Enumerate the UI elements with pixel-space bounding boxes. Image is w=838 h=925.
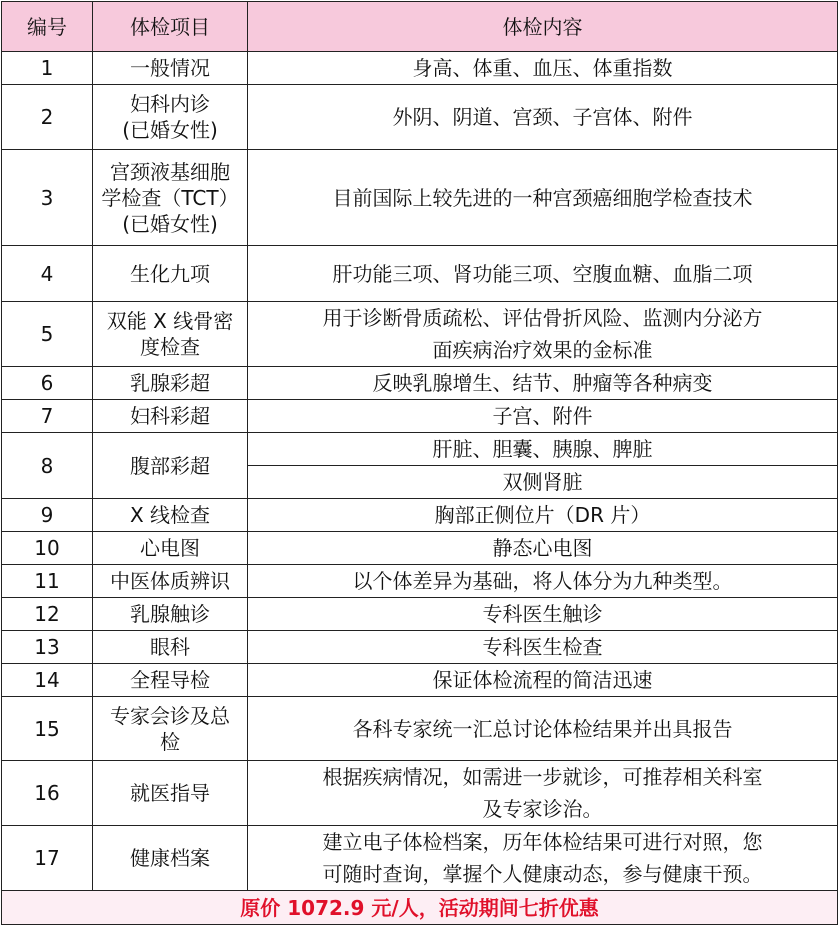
row-number: 6 [2, 367, 93, 400]
row-content: 保证体检流程的简洁迅速 [248, 664, 838, 697]
table-row [2, 400, 838, 433]
row-content: 身高、体重、血压、体重指数 [248, 52, 838, 85]
row-number: 12 [2, 598, 93, 631]
row-content: 建立电子体检档案，历年体检结果可进行对照，您 可随时查询，掌握个人健康动态，参与健康干预。 [248, 826, 838, 891]
row-item: 双能 X 线骨密 度检查 [93, 302, 248, 367]
table-row [2, 85, 838, 150]
price-footer: 原价 1072.9 元/人，活动期间七折优惠 [2, 891, 838, 925]
row-item: 妇科内诊 (已婚女性) [93, 85, 248, 150]
row-number: 4 [2, 246, 93, 302]
row-number: 15 [2, 697, 93, 761]
row-number: 10 [2, 532, 93, 565]
row-item: 一般情况 [93, 52, 248, 85]
row-content: 各科专家统一汇总讨论体检结果并出具报告 [248, 697, 838, 761]
table-row [2, 761, 838, 826]
row-item: 全程导检 [93, 664, 248, 697]
row-content: 以个体差异为基础，将人体分为九种类型。 [248, 565, 838, 598]
table-body [2, 52, 838, 925]
row-number: 14 [2, 664, 93, 697]
header-number: 编号 [2, 2, 93, 52]
row-item: 中医体质辨识 [93, 565, 248, 598]
header-content: 体检内容 [248, 2, 838, 52]
table-row [2, 499, 838, 532]
table-row [2, 367, 838, 400]
row-content: 用于诊断骨质疏松、评估骨折风险、监测内分泌方 面疾病治疗效果的金标准 [248, 302, 838, 367]
table-row [2, 631, 838, 664]
row-number: 1 [2, 52, 93, 85]
row-item: X 线检查 [93, 499, 248, 532]
row-number: 9 [2, 499, 93, 532]
row-item: 宫颈液基细胞 学检查（TCT） (已婚女性) [93, 150, 248, 246]
row-item: 专家会诊及总 检 [93, 697, 248, 761]
row-content: 子宫、附件 [248, 400, 838, 433]
row-number: 7 [2, 400, 93, 433]
row-number: 8 [2, 433, 93, 499]
row-number: 17 [2, 826, 93, 891]
header-item: 体检项目 [93, 2, 248, 52]
checkup-table [1, 1, 838, 925]
row-number: 13 [2, 631, 93, 664]
footer-row [2, 891, 838, 925]
row-item: 就医指导 [93, 761, 248, 826]
row-content: 外阴、阴道、宫颈、子宫体、附件 [248, 85, 838, 150]
row-item: 眼科 [93, 631, 248, 664]
row-item: 妇科彩超 [93, 400, 248, 433]
row-item: 腹部彩超 [93, 433, 248, 499]
table-row [2, 697, 838, 761]
table-row [2, 664, 838, 697]
row-number: 3 [2, 150, 93, 246]
row-content: 肝功能三项、肾功能三项、空腹血糖、血脂二项 [248, 246, 838, 302]
table-row [2, 598, 838, 631]
table-row [2, 150, 838, 246]
row-number: 5 [2, 302, 93, 367]
row-number: 2 [2, 85, 93, 150]
row-item: 乳腺触诊 [93, 598, 248, 631]
row-item: 生化九项 [93, 246, 248, 302]
row-content: 肝脏、胆囊、胰腺、脾脏 [248, 433, 838, 466]
header-row [2, 2, 838, 52]
table-row [2, 433, 838, 466]
row-item: 乳腺彩超 [93, 367, 248, 400]
row-content: 静态心电图 [248, 532, 838, 565]
row-content: 反映乳腺增生、结节、肿瘤等各种病变 [248, 367, 838, 400]
table-row [2, 52, 838, 85]
table-row [2, 302, 838, 367]
row-item: 健康档案 [93, 826, 248, 891]
row-item: 心电图 [93, 532, 248, 565]
row-number: 11 [2, 565, 93, 598]
table-row [2, 532, 838, 565]
table-row [2, 246, 838, 302]
row-content: 专科医生检查 [248, 631, 838, 664]
table-row [2, 565, 838, 598]
row-content: 目前国际上较先进的一种宫颈癌细胞学检查技术 [248, 150, 838, 246]
row-content-secondary: 双侧肾脏 [248, 466, 838, 499]
table-row [2, 826, 838, 891]
row-content: 专科医生触诊 [248, 598, 838, 631]
row-number: 16 [2, 761, 93, 826]
row-content: 胸部正侧位片（DR 片） [248, 499, 838, 532]
row-content: 根据疾病情况，如需进一步就诊，可推荐相关科室 及专家诊治。 [248, 761, 838, 826]
